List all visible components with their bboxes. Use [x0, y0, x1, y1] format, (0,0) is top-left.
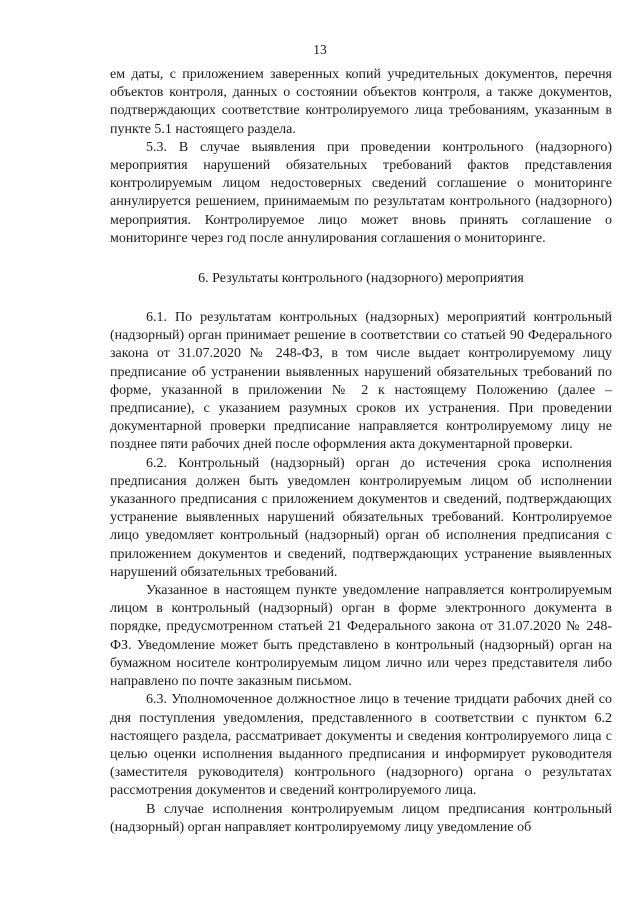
paragraph-6-2: 6.2. Контрольный (надзорный) орган до истечения срока исполнения предписания должен быть уведомлен контролируемым лицом об исполнении указанного предписания с приложением документов и сведений, подтверждающих устранение выявленных нарушений обязательных требований. Контролируемое лицо уведомляет контрольный (надзорный) орган об исполнения предписания с приложением документов и сведений, подтверждающих устранение выявленных нарушений обязательных требований. — [110, 455, 612, 580]
paragraph-5-3: 5.3. В случае выявления при проведении контрольного (надзорного) мероприятия нарушений обязательных требований фактов представления контролируемым лицом недостоверных сведений соглашение о мониторинге аннулируется решением, принимаемым по результатам контрольного (надзорного) мероприятия. Контролируемое лицо может вновь принять соглашение о мониторинге через год после аннулирования соглашения о мониторинге. — [110, 139, 612, 246]
document-body — [110, 66, 612, 837]
paragraph-6-3: 6.3. Уполномоченное должностное лицо в течение тридцати рабочих дней со дня поступления уведомления, представленного в соответствии с пунктом 6.2 настоящего раздела, рассматривает документы и сведения контролируемого лица с целью оценки исполнения выданного предписания и информирует руководителя (заместителя руководителя) контрольного (надзорного) органа о результатах рассмотрения документов и сведений контролируемого лица. — [110, 692, 612, 799]
paragraph-6-1: 6.1. По результатам контрольных (надзорных) мероприятий контрольный (надзорный) орган принимает решение в соответствии со статьей 90 Федерального закона от 31.07.2020 № 248-ФЗ, в том числе выдает контролируемому лицу предписание об устранении выявленных нарушений обязательных требований по форме, указанной в приложении № 2 к настоящему Положению (далее – предписание), с указанием разумных сроков их устранения. При проведении документарной проверки предписание направляется контролируемому лицу не позднее пяти рабочих дней после оформления акта документарной проверки. — [110, 310, 612, 453]
paragraph-6-2-notice: Указанное в настоящем пункте уведомление направляется контролируемым лицом в контрольный (надзорный) орган в форме электронного документа в порядке, предусмотренном статьей 21 Федерального закона от 31.07.2020 № 248-ФЗ. Уведомление может быть представлено в контрольный (надзорный) орган на бумажном носителе контролируемым лицом лично или через представителя либо направлено по почте заказным письмом. — [110, 583, 612, 690]
paragraph-continuation: ем даты, с приложением заверенных копий учредительных документов, перечня объектов контроля, данных о состоянии объектов контроля, а также документов, подтверждающих соответствие контролируемого лица требованиям, указанным в пункте 5.1 настоящего раздела. — [110, 67, 612, 137]
paragraph-6-3-continuation: В случае исполнения контролируемым лицом предписания контрольный (надзорный) орган направляет контролируемому лицу уведомление об — [110, 801, 612, 835]
page-number: 13 — [313, 42, 327, 57]
section-heading: 6. Результаты контрольного (надзорного) мероприятия — [198, 271, 524, 287]
